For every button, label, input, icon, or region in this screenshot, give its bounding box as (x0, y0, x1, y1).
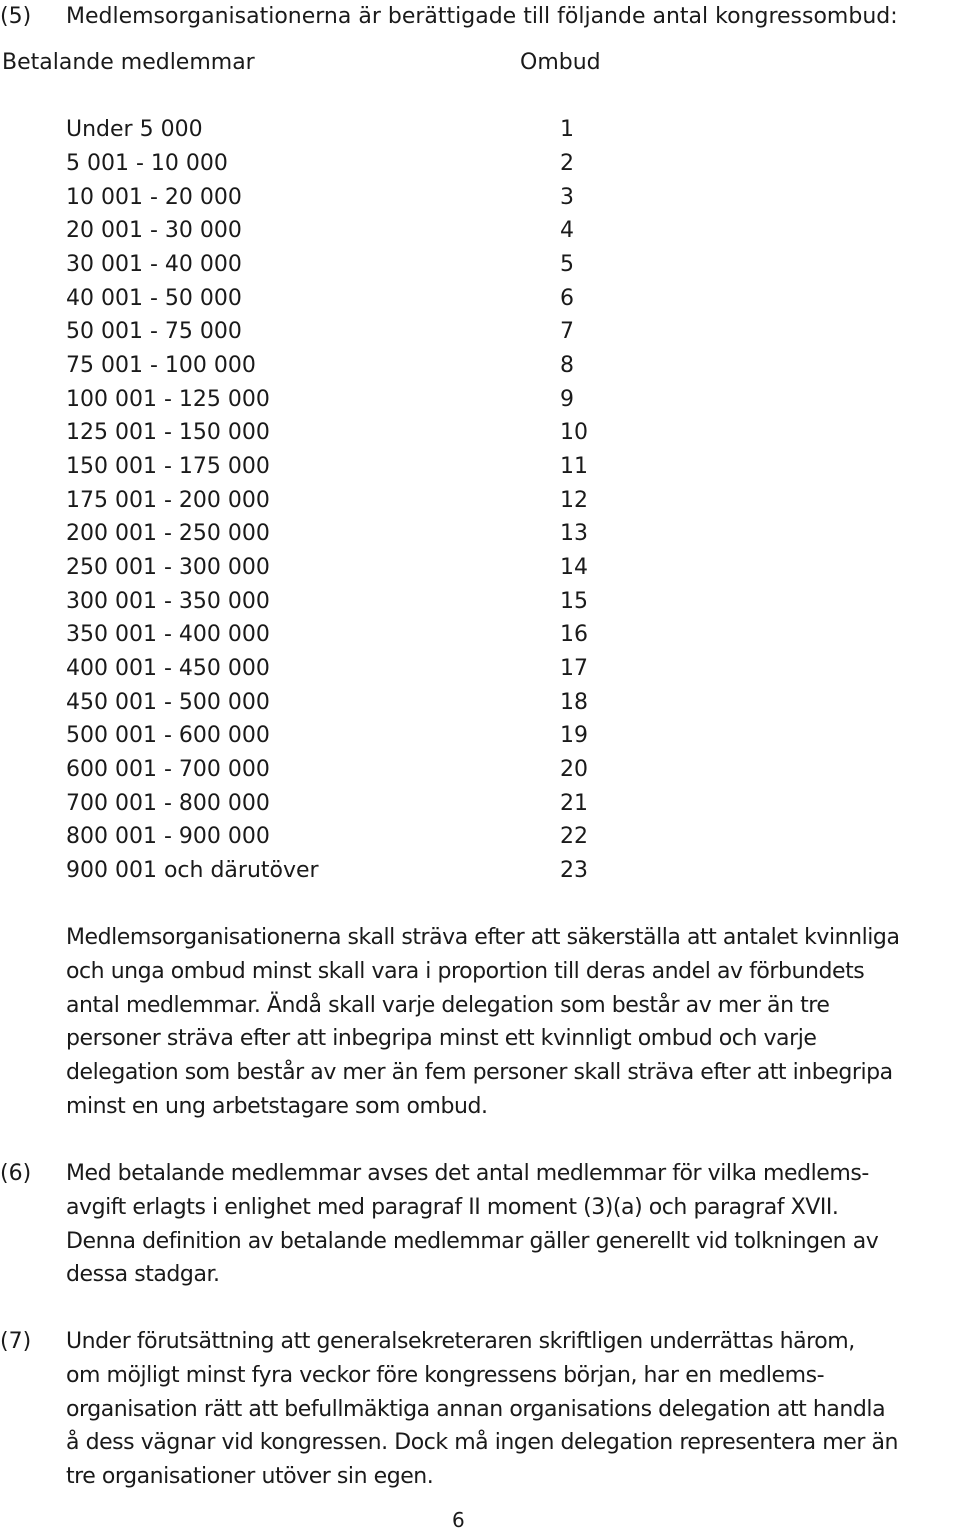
table-row-delegates: 16 (560, 622, 588, 647)
table-row-range: Under 5 000 (66, 117, 203, 142)
paragraph-line: avgift erlagts i enlighet med paragraf II moment (3)(a) och paragraf XVII. (66, 1194, 839, 1220)
table-row-range: 200 001 - 250 000 (66, 521, 270, 546)
table-row-range: 40 001 - 50 000 (66, 286, 242, 311)
section-5-number: (5) (0, 4, 32, 29)
table-row-delegates: 22 (560, 824, 588, 849)
table-row-range: 5 001 - 10 000 (66, 151, 228, 176)
table-row-delegates: 10 (560, 420, 588, 445)
table-row-range: 700 001 - 800 000 (66, 791, 270, 816)
table-row-range: 100 001 - 125 000 (66, 387, 270, 412)
table-row-delegates: 4 (560, 218, 574, 243)
paragraph-line: å dess vägnar vid kongressen. Dock må ingen delegation representera mer än (66, 1430, 898, 1456)
section-7-paragraph (66, 1325, 960, 1494)
table-row-delegates: 20 (560, 757, 588, 782)
table-row-range: 500 001 - 600 000 (66, 723, 270, 748)
table-row-range: 400 001 - 450 000 (66, 656, 270, 681)
column-header-paying-members: Betalande medlemmar (2, 50, 255, 75)
table-row-range: 300 001 - 350 000 (66, 589, 270, 614)
paragraph-line: organisation rätt att befullmäktiga annan organisations delegation att handla (66, 1396, 886, 1422)
paragraph-line: Medlemsorganisationerna skall sträva efter att säkerställa att antalet kvinnliga (66, 925, 900, 950)
paragraph-line: och unga ombud minst skall vara i proportion till deras andel av förbundets (66, 958, 865, 984)
table-row-delegates: 13 (560, 521, 588, 546)
table-row-range: 175 001 - 200 000 (66, 488, 270, 513)
paragraph-line: minst en ung arbetstagare som ombud. (66, 1093, 488, 1119)
table-row-range: 50 001 - 75 000 (66, 319, 242, 344)
table-row-range: 250 001 - 300 000 (66, 555, 270, 580)
paragraph-line: Denna definition av betalande medlemmar gäller generellt vid tolkningen av (66, 1228, 879, 1254)
paragraph-line: Med betalande medlemmar avses det antal medlemmar för vilka medlems- (66, 1161, 869, 1186)
table-row-range: 150 001 - 175 000 (66, 454, 270, 479)
table-row-delegates: 6 (560, 286, 574, 311)
table-row-delegates: 18 (560, 690, 588, 715)
table-row-delegates: 14 (560, 555, 588, 580)
table-row-delegates: 5 (560, 252, 574, 277)
table-row-range: 800 001 - 900 000 (66, 824, 270, 849)
table-row-range: 125 001 - 150 000 (66, 420, 270, 445)
table-row-delegates: 11 (560, 454, 588, 479)
table-row-range: 30 001 - 40 000 (66, 252, 242, 277)
table-row-delegates: 9 (560, 387, 574, 412)
table-row-range: 75 001 - 100 000 (66, 353, 256, 378)
page-number: 6 (452, 1508, 465, 1532)
section-7-number: (7) (0, 1329, 32, 1354)
table-row-range: 450 001 - 500 000 (66, 690, 270, 715)
table-row-delegates: 21 (560, 791, 588, 816)
table-row-delegates: 7 (560, 319, 574, 344)
paragraph-line: antal medlemmar. Ändå skall varje delegation som består av mer än tre (66, 992, 830, 1018)
table-row-delegates: 1 (560, 117, 574, 142)
table-row-delegates: 23 (560, 858, 588, 883)
table-row-range: 900 001 och därutöver (66, 858, 319, 883)
paragraph-line: tre organisationer utöver sin egen. (66, 1464, 434, 1490)
table-row-delegates: 12 (560, 488, 588, 513)
table-row-delegates: 17 (560, 656, 588, 681)
section-6-paragraph (66, 1157, 960, 1292)
paragraph-line: delegation som består av mer än fem personer skall sträva efter att inbegripa (66, 1060, 893, 1086)
table-row-delegates: 3 (560, 185, 574, 210)
table-row-range: 600 001 - 700 000 (66, 757, 270, 782)
section-6-number: (6) (0, 1161, 32, 1186)
table-row-delegates: 2 (560, 151, 574, 176)
table-row-range: 20 001 - 30 000 (66, 218, 242, 243)
table-row-range: 10 001 - 20 000 (66, 185, 242, 210)
paragraph-line: dessa stadgar. (66, 1262, 220, 1288)
section-5-paragraph (66, 921, 960, 1124)
table-row-range: 350 001 - 400 000 (66, 622, 270, 647)
table-row-delegates: 15 (560, 589, 588, 614)
section-5-heading: Medlemsorganisationerna är berättigade till följande antal kongressombud: (66, 4, 898, 29)
column-header-delegates: Ombud (520, 50, 601, 75)
paragraph-line: om möjligt minst fyra veckor före kongressens början, har en medlems- (66, 1362, 825, 1388)
paragraph-line: Under förutsättning att generalsekreteraren skriftligen underrättas härom, (66, 1329, 855, 1354)
table-row-delegates: 8 (560, 353, 574, 378)
table-row-delegates: 19 (560, 723, 588, 748)
paragraph-line: personer sträva efter att inbegripa minst ett kvinnligt ombud och varje (66, 1026, 817, 1052)
